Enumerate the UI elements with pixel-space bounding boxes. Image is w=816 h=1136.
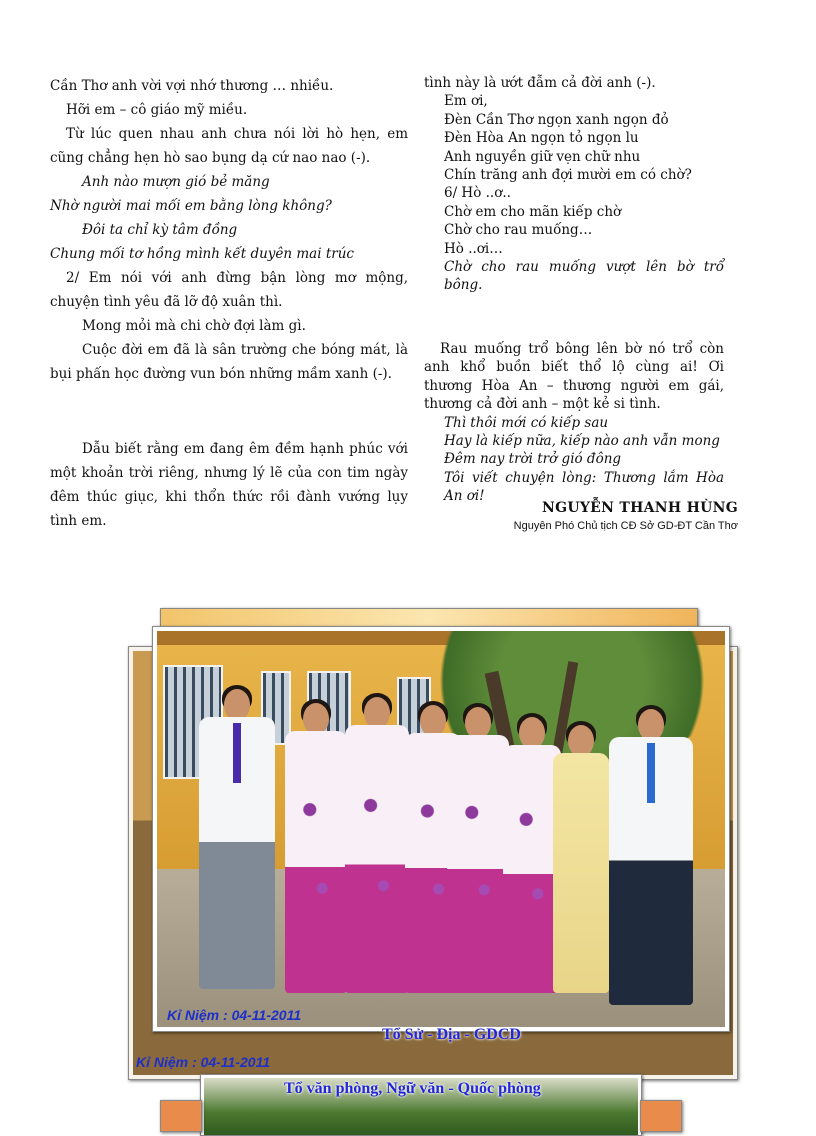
prose-line: Đèn Hòa An ngọn tỏ ngọn lu <box>444 130 639 147</box>
prose-line: Rau muống trổ bông lên bờ nó trổ còn anh khổ buồn biết thổ lộ cùng ai! Ơi thương Hòa An – thương người em gái, thương cả đời anh – một kẻ si tình. <box>424 340 724 413</box>
verse-line: Chờ cho rau muống vượt lên bờ trổ bông. <box>444 259 724 294</box>
prose-line: Anh nguyền giữ vẹn chữ nhu <box>444 148 641 165</box>
bottom-left-photo-frame <box>160 1100 202 1132</box>
person-8 <box>609 709 693 1005</box>
author-role: Nguyên Phó Chủ tịch CĐ Sở GD-ĐT Cần Thơ <box>513 520 738 532</box>
main-photo-caption: Tổ Sử - Địa - GDCD <box>382 1026 521 1043</box>
verse-line: Chung mối tơ hồng mình kết duyên mai trúc <box>50 246 354 262</box>
verse-line: Anh nào mượn gió bẻ măng <box>82 174 270 190</box>
person-7 <box>553 725 609 993</box>
prose-line: Em ơi, <box>444 93 488 110</box>
prose-line: Chờ em cho mãn kiếp chờ <box>444 203 622 220</box>
person-2 <box>285 703 347 993</box>
group-photo <box>157 631 725 1027</box>
main-photo-date: Kỉ Niệm : 04-11-2011 <box>167 1007 302 1023</box>
main-photo-frame <box>152 626 730 1032</box>
prose-line: Chín trăng anh đợi mười em có chờ? <box>444 167 692 184</box>
prose-line: tình này là ướt đẫm cả đời anh (-). <box>424 75 656 91</box>
verse-line: Hay là kiếp nữa, kiếp nào anh vẫn mong <box>444 432 720 449</box>
prose-line: Dẫu biết rằng em đang êm đềm hạnh phúc với một khoản trời riêng, nhưng lý lẽ của con tim ngày đêm thúc giục, khi thổn thức rồi đành vướng lụy tình em. <box>50 441 408 529</box>
prose-line: Từ lúc quen nhau anh chưa nói lời hò hẹn, em cũng chẳng hẹn hò sao bụng dạ cứ nao nao (-). <box>50 126 408 166</box>
left-column <box>50 74 408 533</box>
paragraph-gap <box>424 308 724 326</box>
prose-line: Cần Thơ anh vời vợi nhớ thương … nhiều. <box>50 78 334 94</box>
prose-line: Hò ..ơi… <box>444 240 503 257</box>
prose-line: 6/ Hò ..ơ.. <box>444 185 511 202</box>
verse-line: Thì thôi mới có kiếp sau <box>444 414 609 431</box>
back-photo-date: Kỉ Niệm : 04-11-2011 <box>136 1054 271 1070</box>
verse-line: Tôi viết chuyện lòng: Thương lắm Hòa An ơi! <box>444 469 724 505</box>
verse-line: Nhờ người mai mối em bằng lòng không? <box>50 198 332 214</box>
person-1 <box>199 689 275 989</box>
verse-line: Đôi ta chỉ kỳ tâm đồng <box>82 222 238 238</box>
prose-line: 2/ Em nói với anh đừng bận lòng mơ mộng, chuyện tình yêu đã lỡ độ xuân thì. <box>50 270 408 310</box>
right-column <box>424 74 724 506</box>
author-name: NGUYỄN THANH HÙNG <box>542 500 738 516</box>
bottom-photo-caption: Tổ văn phòng, Ngữ văn - Quốc phòng <box>284 1080 541 1097</box>
bottom-right-photo-frame <box>640 1100 682 1132</box>
person-5 <box>447 707 509 993</box>
person-3 <box>345 697 409 993</box>
paragraph-gap <box>50 400 408 424</box>
prose-line: Hỡi em – cô giáo mỹ miều. <box>66 102 248 118</box>
prose-line: Đèn Cần Thơ ngọn xanh ngọn đỏ <box>444 111 669 128</box>
prose-line: Cuộc đời em đã là sân trường che bóng mát, là bụi phấn học đường vun bón những mầm xanh (-). <box>50 342 408 382</box>
prose-line: Mong mỏi mà chi chờ đợi làm gì. <box>82 318 306 334</box>
prose-line: Chờ cho rau muống… <box>444 222 593 239</box>
verse-line: Đêm nay trời trở gió đông <box>444 451 622 468</box>
